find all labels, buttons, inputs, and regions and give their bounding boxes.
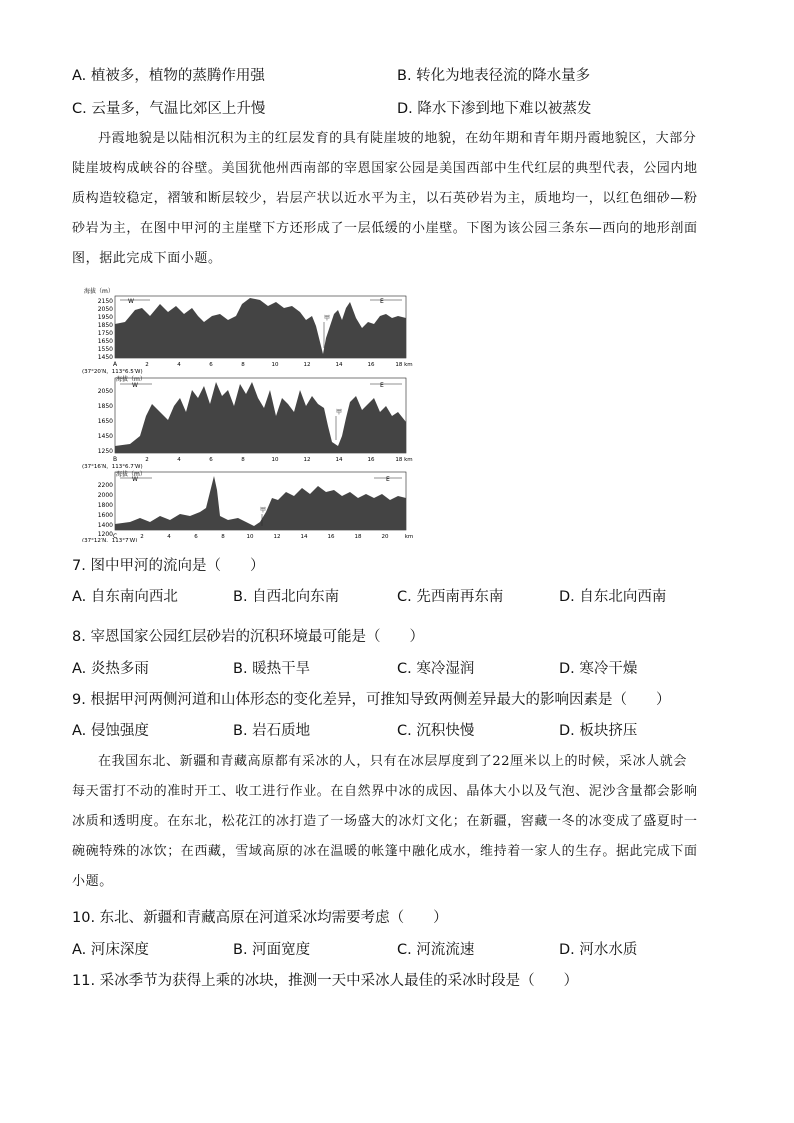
profile-a-y-tick: 1950 — [97, 314, 113, 321]
profile-b-y-tick: 1650 — [97, 418, 113, 425]
profile-c-y-tick: 2000 — [97, 492, 113, 499]
profile-a-x-tick: 18 km — [395, 362, 413, 368]
profile-c-x-tick: 8 — [221, 534, 225, 540]
profile-c-x-tick: km — [404, 534, 414, 540]
profile-a — [82, 287, 413, 375]
profile-c-y-tick: 1800 — [97, 502, 113, 509]
q7-option-c: C. 先西南再东南 — [397, 589, 504, 605]
passage-ice-line-3: 冰质和透明度。在东北，松花江的冰打造了一场盛大的冰灯文化；在新疆，窖藏一冬的冰变成了盛夏时一 — [72, 814, 698, 829]
profile-a-y-tick: 1850 — [97, 322, 113, 329]
profile-c-x-tick: 12 — [273, 534, 281, 540]
profile-c-start: C — [113, 533, 118, 540]
q10-option-a: A. 河床深度 — [72, 942, 149, 958]
q10-option-c: C. 河流流速 — [397, 942, 475, 958]
profile-a-x-tick: 10 — [271, 362, 279, 368]
profile-b-y-tick: 1450 — [97, 433, 113, 440]
q6-option-c: C. 云量多，气温比郊区上升慢 — [72, 101, 266, 117]
profile-c-y-ticks — [98, 482, 113, 538]
profile-c-x-tick: 14 — [300, 534, 308, 540]
profile-a-east: E — [380, 298, 384, 305]
profile-b-x-tick: 14 — [335, 457, 343, 463]
q8-option-d: D. 寒冷干燥 — [559, 661, 638, 677]
passage-ice-line-1: 在我国东北、新疆和青藏高原都有采冰的人，只有在冰层厚度到了22厘米以上的时候，采冰人就会 — [98, 754, 687, 769]
q8-option-a: A. 炎热多雨 — [72, 661, 149, 677]
passage-ice-line-2: 每天雷打不动的准时开工、收工进行作业。在自然界中冰的成因、晶体大小以及气泡、泥沙含量都会影响 — [72, 784, 698, 799]
q8-option-b: B. 暖热干旱 — [233, 661, 311, 677]
profile-b-y-tick: 1850 — [97, 403, 113, 410]
q6-option-b: B. 转化为地表径流的降水量多 — [397, 68, 591, 84]
profile-b-x-tick: 6 — [209, 457, 213, 463]
passage-ice-line-4: 碗碗特殊的冰饮；在西藏，雪域高原的冰在温暖的帐篷中融化成水，维持着一家人的生存。据此完成下面 — [72, 844, 698, 859]
profile-b — [82, 375, 413, 470]
passage-danxia-line-3: 质构造较稳定，褶皱和断层较少，岩层产状以近水平为主，以石英砂岩为主，质地均一，以红色细砂—粉 — [72, 191, 698, 206]
q9-stem: 9. 根据甲河两侧河道和山体形态的变化差异，可推知导致两侧差异最大的影响因素是（ ） — [72, 692, 671, 708]
profile-c-x-tick: 2 — [140, 534, 144, 540]
passage-danxia-line-4: 砂岩为主，在图中甲河的主崖壁下方还形成了一层低缓的小崖壁。下图为该公园三条东—西向的地形剖面 — [72, 221, 698, 236]
profile-b-y-tick: 2050 — [97, 388, 113, 395]
profile-a-terrain — [115, 298, 406, 358]
profile-a-x-tick: 2 — [145, 362, 149, 368]
profile-a-x-tick: 12 — [303, 362, 311, 368]
profile-b-terrain — [115, 382, 406, 453]
profile-b-x-tick: 12 — [303, 457, 311, 463]
profile-b-start: B — [113, 456, 118, 463]
profile-b-x-tick: 2 — [145, 457, 149, 463]
profile-a-axis-title: 海拔（m） — [84, 288, 114, 295]
q7-option-a: A. 自东南向西北 — [72, 589, 178, 605]
q9-option-b: B. 岩石质地 — [233, 723, 311, 739]
profile-c-y-tick: 1200 — [97, 531, 113, 538]
profile-b-x-tick: 16 — [367, 457, 375, 463]
profile-b-x-tick: 4 — [177, 457, 181, 463]
profile-a-river: 甲 — [324, 315, 331, 322]
passage-danxia-line-2: 陡崖坡构成峡谷的谷壁。美国犹他州西南部的宰恩国家公园是美国西部中生代红层的典型代表，公园内地 — [72, 161, 698, 176]
passage-danxia-line-1: 丹霞地貌是以陆相沉积为主的红层发育的具有陡崖坡的地貌，在幼年期和青年期丹霞地貌区，大部分 — [98, 131, 697, 146]
profile-a-x-tick: 4 — [177, 362, 181, 368]
passage-ice-line-5: 小题。 — [72, 874, 113, 889]
q6-option-d: D. 降水下渗到地下难以被蒸发 — [397, 101, 592, 117]
profile-c-y-tick: 1600 — [97, 512, 113, 519]
q9-option-a: A. 侵蚀强度 — [72, 723, 149, 739]
profile-a-y-tick: 2050 — [97, 306, 113, 313]
profile-a-y-tick: 2150 — [97, 298, 113, 305]
profile-b-x-tick: 10 — [271, 457, 279, 463]
profile-b-y-tick: 1250 — [97, 448, 113, 455]
profile-a-west: W — [128, 298, 134, 305]
q10-option-b: B. 河面宽度 — [233, 942, 311, 958]
q7-stem: 7. 图中甲河的流向是（ ） — [72, 558, 265, 574]
terrain-profile-figure — [80, 286, 420, 542]
q11-stem: 11. 采冰季节为获得上乘的冰块，推测一天中采冰人最佳的采冰时段是（ ） — [72, 973, 579, 989]
profile-b-west: W — [132, 382, 138, 389]
profile-a-y-tick: 1650 — [97, 338, 113, 345]
q9-option-d: D. 板块挤压 — [559, 723, 638, 739]
profile-b-east: E — [380, 382, 384, 389]
profile-c-coord: (37°12′N，113°7′W) — [82, 538, 138, 542]
profile-c-y-tick: 2200 — [97, 482, 113, 489]
profile-c-y-tick: 1400 — [97, 522, 113, 529]
q7-option-b: B. 自西北向东南 — [233, 589, 340, 605]
terrain-profile-svg — [80, 286, 420, 542]
profile-b-x-tick: 8 — [241, 457, 245, 463]
profile-a-start: A — [113, 361, 118, 368]
profile-c-x-tick: 20 — [381, 534, 389, 540]
profile-a-coord: (37°20′N，113°6.5′W) — [82, 369, 143, 375]
profile-b-coord: (37°16′N，113°6.7′W) — [82, 464, 143, 470]
q8-stem: 8. 宰恩国家公园红层砂岩的沉积环境最可能是（ ） — [72, 629, 424, 645]
q10-option-d: D. 河水水质 — [559, 942, 638, 958]
profile-c-x-tick: 6 — [194, 534, 198, 540]
profile-c-x-tick: 18 — [354, 534, 362, 540]
passage-ice-harvest — [72, 747, 724, 897]
profile-a-x-tick: 16 — [367, 362, 375, 368]
q10-stem: 10. 东北、新疆和青藏高原在河道采冰均需要考虑（ ） — [72, 910, 448, 926]
passage-danxia-line-5: 图，据此完成下面小题。 — [72, 251, 222, 266]
profile-c-river: 甲 — [260, 507, 267, 514]
profile-a-y-tick: 1450 — [97, 354, 113, 361]
profile-b-x-tick: 18 km — [395, 457, 413, 463]
profile-b-axis-title: 海拔（m） — [116, 376, 146, 383]
profile-a-y-tick: 1550 — [97, 346, 113, 353]
profile-c-axis-title: 海拔（m） — [116, 471, 146, 478]
profile-c-east: E — [386, 476, 390, 483]
profile-c-x-tick: 10 — [246, 534, 254, 540]
profile-c-x-tick: 4 — [167, 534, 171, 540]
q8-option-c: C. 寒冷湿润 — [397, 661, 475, 677]
q7-option-d: D. 自东北向西南 — [559, 589, 667, 605]
profile-a-x-tick: 8 — [241, 362, 245, 368]
profile-a-x-tick: 14 — [335, 362, 343, 368]
profile-c-x-tick: 16 — [327, 534, 335, 540]
profile-c — [82, 470, 413, 542]
q9-option-c: C. 沉积快慢 — [397, 723, 475, 739]
profile-b-y-ticks — [98, 388, 113, 455]
profile-a-x-tick: 6 — [209, 362, 213, 368]
passage-danxia — [72, 124, 724, 274]
profile-a-y-ticks — [98, 298, 113, 361]
profile-a-x-ticks — [145, 362, 412, 368]
profile-b-river: 甲 — [336, 409, 343, 416]
q6-option-a: A. 植被多，植物的蒸腾作用强 — [72, 68, 265, 84]
profile-c-x-ticks — [140, 534, 413, 540]
profile-c-west: W — [132, 476, 138, 483]
profile-b-x-ticks — [145, 457, 412, 463]
profile-c-terrain — [115, 476, 406, 530]
profile-a-y-tick: 1750 — [97, 330, 113, 337]
